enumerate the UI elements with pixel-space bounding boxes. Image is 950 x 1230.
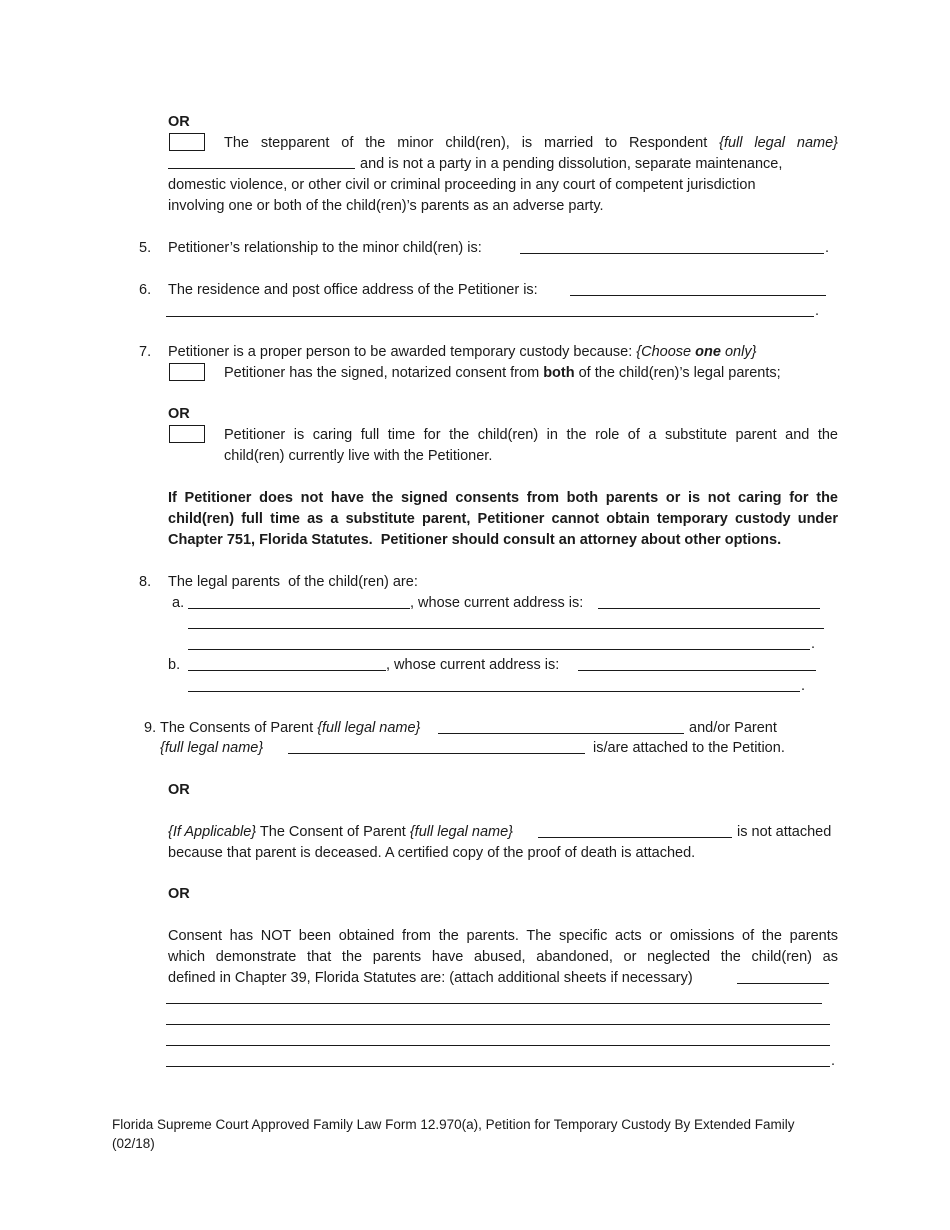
warning-line3: Chapter 751, Florida Statutes. Petitioner should consult an attorney about other options.	[168, 532, 782, 548]
item7-text: Petitioner is a proper person to be awarded temporary custody because: {Choose one only}	[168, 344, 757, 360]
respondent-name-field[interactable]	[168, 168, 355, 169]
parent-a-name-field[interactable]	[188, 608, 410, 609]
or-label: OR	[168, 782, 190, 798]
warning-line1: If Petitioner does not have the signed consents from both parents or is not caring for the	[168, 490, 838, 506]
relationship-field[interactable]	[520, 253, 824, 254]
deceased-text: because that parent is deceased. A certified copy of the proof of death is attached.	[168, 845, 696, 861]
substitute-parent-line1: Petitioner is caring full time for the child(ren) in the role of a substitute parent and the	[224, 427, 838, 443]
item9-text: The Consents of Parent {full legal name}	[160, 720, 421, 736]
deceased-parent-field[interactable]	[538, 837, 732, 838]
attached-text: is/are attached to the Petition.	[593, 740, 785, 756]
parent-a-address-field-2[interactable]	[188, 628, 824, 629]
parent-a-label: a.	[172, 595, 185, 611]
consent-option-text: Petitioner has the signed, notarized consent from both of the child(ren)’s legal parents;	[224, 365, 781, 381]
item6-text: The residence and post office address of the Petitioner is:	[168, 282, 538, 298]
no-consent-line2: which demonstrate that the parents have abused, abandoned, or neglected the child(ren) as	[168, 949, 838, 965]
or-label: OR	[168, 114, 190, 130]
substitute-parent-line2: child(ren) currently live with the Petitioner.	[224, 448, 493, 464]
full-legal-name-label: {full legal name}	[160, 740, 264, 756]
footer-line1: Florida Supreme Court Approved Family Law Form 12.970(a), Petition for Temporary Custody By Extended Family	[112, 1117, 795, 1132]
warning-line2: child(ren) full time as a substitute parent, Petitioner cannot obtain temporary custody under	[168, 511, 838, 527]
item8-number: 8.	[139, 574, 152, 590]
petitioner-address-field-2[interactable]	[166, 316, 814, 317]
parent-b-address-field-1[interactable]	[578, 670, 816, 671]
acts-field-1[interactable]	[737, 983, 829, 984]
not-attached-text: is not attached	[737, 824, 832, 840]
parent-a-address-field-1[interactable]	[598, 608, 820, 609]
parent-b-address-field-2[interactable]	[188, 691, 800, 692]
stepparent-line4: involving one or both of the child(ren)’s parents as an adverse party.	[168, 198, 604, 214]
and-or-parent: and/or Parent	[689, 720, 777, 736]
item9-number: 9.	[144, 720, 157, 736]
form-page: OR The stepparent of the minor child(ren), is married to Respondent {full legal name} and is not a party in a pending dissolution, separate maintenance, domestic violence, or other civil or criminal proceeding in any court of competent jurisdiction involving one or both of the child(ren)’s parents as an adverse party. 5. Petitioner’s relationship to the minor child(ren) is: . 6. The residence and post office address of the Petitioner is: . 7. Petitioner is a proper person to be awarded temporary custody because: {Choose one only} Petitioner has the signed, notarized consent from both of the child(ren)’s legal parents; OR Petitioner is caring full time for the child(ren) in the role of a substitute parent and the child(ren) currently live with the Petitioner. If Petitioner does not have the signed consents from both parents or is not caring for the child(ren) full time as a substitute parent, Petitioner cannot obtain temporary custody under Chapter 751, Florida Statutes. Petitioner should consult an attorney about other options. 8. The legal parents of the child(ren) are: a. , whose current address is: . b. , whose current address is: . 9. The Consents of Parent {full legal name} and/or Parent {full legal name} is/are attached to the Petition. OR {If Applicable} The Consent of Parent {full legal name} is not attached because that parent is deceased. A certified copy of the proof of death is attached. OR Consent has NOT been obtained from the parents. The specific acts or omissions of the parents which demonstrate that the parents have abused, abandoned, or neglected the child(ren) as defined in Chapter 39, Florida Statutes are: (attach additional sheets if necessary) . Florida Supreme Court Approved Family Law Form 12.970(a), Petition for Temporary Custody By Extended Family (02/18)	[0, 0, 950, 1230]
acts-field-2[interactable]	[166, 1003, 822, 1004]
or-label: OR	[168, 406, 190, 422]
parent-b-label: b.	[168, 657, 181, 673]
consenting-parent-1-field[interactable]	[438, 733, 684, 734]
parent-b-name-field[interactable]	[188, 670, 386, 671]
stepparent-checkbox[interactable]	[169, 133, 205, 151]
acts-field-3[interactable]	[166, 1024, 830, 1025]
no-consent-line1: Consent has NOT been obtained from the parents. The specific acts or omissions of the parents	[168, 928, 838, 944]
acts-field-5[interactable]	[166, 1066, 830, 1067]
parent-a-address-label: , whose current address is:	[410, 595, 584, 611]
acts-field-4[interactable]	[166, 1045, 830, 1046]
or-label: OR	[168, 886, 190, 902]
petitioner-address-field-1[interactable]	[570, 295, 826, 296]
item6-number: 6.	[139, 282, 152, 298]
item8-text: The legal parents of the child(ren) are:	[168, 574, 418, 590]
item5-number: 5.	[139, 240, 152, 256]
substitute-parent-checkbox[interactable]	[169, 425, 205, 443]
parent-a-address-field-3[interactable]	[188, 649, 810, 650]
stepparent-line2: and is not a party in a pending dissolution, separate maintenance,	[360, 156, 783, 172]
consent-checkbox[interactable]	[169, 363, 205, 381]
if-applicable-text: {If Applicable} The Consent of Parent {full legal name}	[168, 824, 514, 840]
parent-b-address-label: , whose current address is:	[386, 657, 560, 673]
stepparent-line3: domestic violence, or other civil or criminal proceeding in any court of competent jurisdiction	[168, 177, 756, 193]
footer-line2: (02/18)	[112, 1136, 155, 1151]
stepparent-line1: The stepparent of the minor child(ren), is married to Respondent {full legal name}	[224, 135, 838, 151]
consenting-parent-2-field[interactable]	[288, 753, 585, 754]
no-consent-line3: defined in Chapter 39, Florida Statutes are: (attach additional sheets if necessary)	[168, 970, 693, 986]
item5-text: Petitioner’s relationship to the minor child(ren) is:	[168, 240, 482, 256]
item7-number: 7.	[139, 344, 152, 360]
